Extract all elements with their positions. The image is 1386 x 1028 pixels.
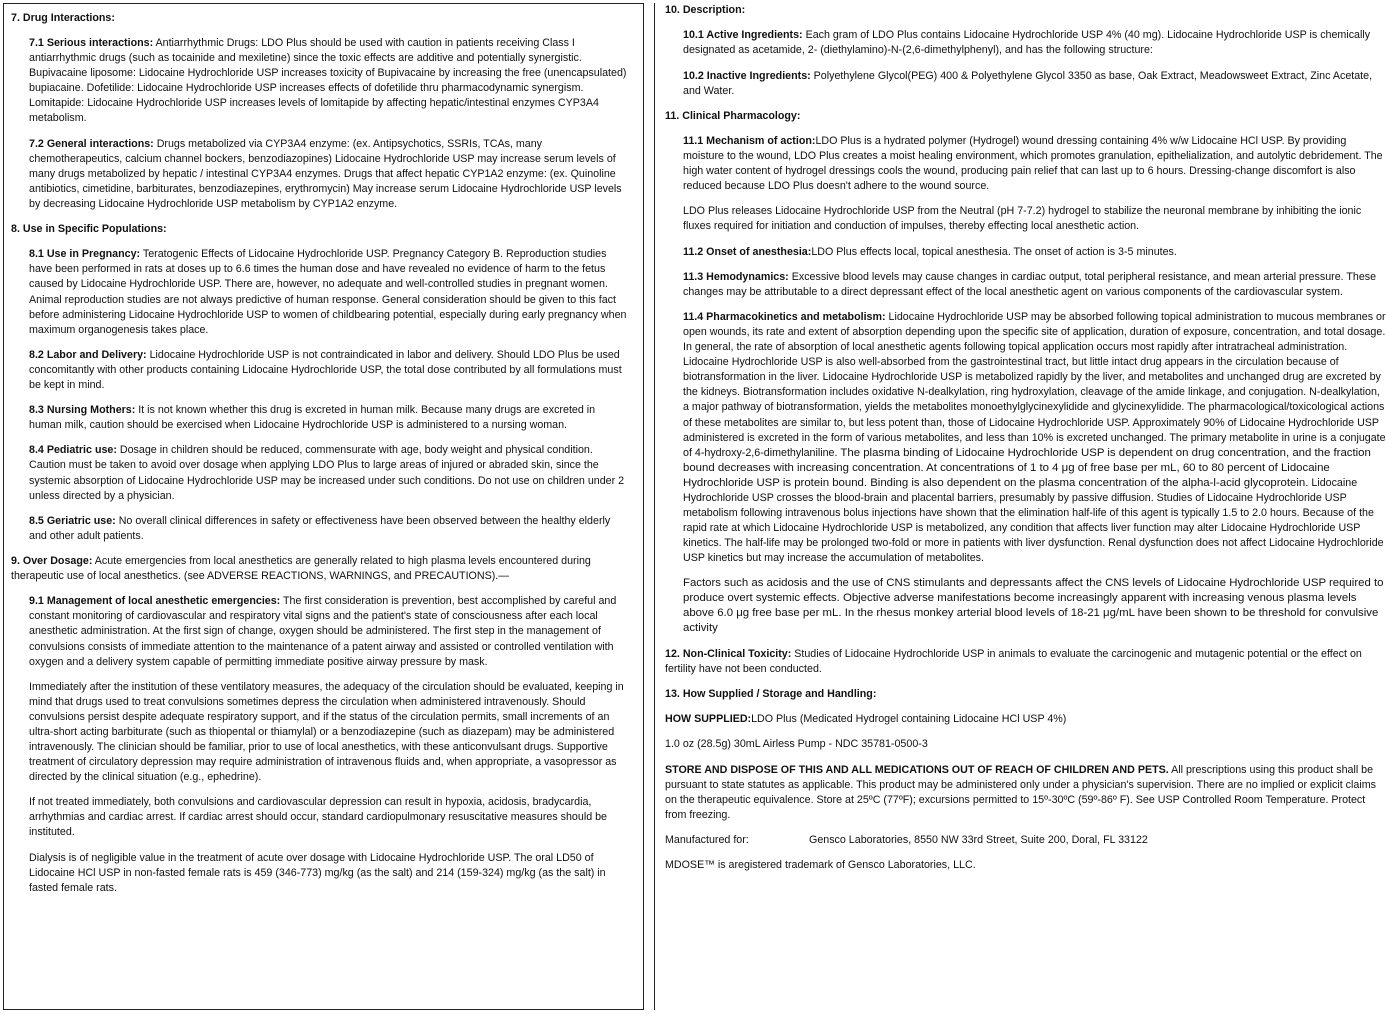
- section-11-1-paragraph-2: LDO Plus releases Lidocaine Hydrochloride USP from the Neutral (pH 7-7.2) hydrogel to stabilize the neuronal membrane by inhibiting the ionic fluxes required for initiation and conduction of impulses, thereby effecting local anesthetic action.: [683, 205, 1362, 233]
- section-8-1: 8.1 Use in Pregnancy: Teratogenic Effects of Lidocaine Hydrochloride USP. Pregnancy Category B. Reproduction studies have been performed in rats at doses up to 6.6 times the human dose and have revealed no evidence of harm to the fetus caused by Lidocaine Hydrochloride USP. There are, however, no adequate and well-controlled studies in pregnant women. Animal reproduction studies are not always predictive of human response. General consideration should be given to this fact before administering Lidocaine Hydrochloride USP to women of childbearing potential, especially during early pregnancy when maximum organogenesis takes place.: [29, 248, 627, 336]
- section-8-4: 8.4 Pediatric use: Dosage in children should be reduced, commensurate with age, body weight and physical condition. Caution must be taken to avoid over dosage when applying LDO Plus to large areas of injured or abraded skin, since the systemic absorption of Lidocaine Hydrochloride USP may be increased under such conditions. Do not use on children under 2 unless directed by a physician.: [29, 444, 625, 502]
- trademark-note: MDOSE™ is aregistered trademark of Gensco Laboratories, LLC.: [665, 859, 976, 872]
- section-8-heading: 8. Use in Specific Populations:: [11, 223, 167, 236]
- section-11-4-paragraph-2: Factors such as acidosis and the use of CNS stimulants and depressants affect the CNS levels of Lidocaine Hydrochloride USP required to produce overt systemic effects. Objective adverse manifestations become increasingly apparent with increasing venous plasma levels above 6.0 μg free base per mL. In the rhesus monkey arterial blood levels of 18-21 μg/mL have been shown to be threshold for convulsive activity: [683, 577, 1384, 635]
- left-column: [3, 3, 644, 1010]
- section-11-2: 11.2 Onset of anesthesia:LDO Plus effects local, topical anesthesia. The onset of action is 3-5 minutes.: [683, 245, 1177, 258]
- manufactured-for: Manufactured for: Gensco Laboratories, 8550 NW 33rd Street, Suite 200, Doral, FL 33122: [665, 833, 1148, 846]
- section-7-2: 7.2 General interactions: Drugs metabolized via CYP3A4 enzyme: (ex. Antipsychotics, SSRIs, TCAs, many chemotherapeutics, calcium channel bockers, benzodiazopines) Lidocaine Hydrochloride USP may increase serum levels of many drugs metabolized by hepatic / intestinal CYP3A4 enzymes. Drugs that affect hepatic CYP1A2 enzyme: (ex. Quinoline antibiotics, cimetidine, barbiturates, benzodiazepines, erythromycin) May increase serum Lidocaine Hydrochloride USP levels by decreasing Lidocaine Hydrochloride USP metabolism by CYP1A2 enzyme.: [29, 137, 622, 210]
- section-10-1: 10.1 Active Ingredients: Each gram of LDO Plus contains Lidocaine Hydrochloride USP 4% (40 mg). Lidocaine Hydrochloride USP is chemically designated as acetamide, 2- (diethylamino)-N-(2,6-dimethylphenyl), and has the following structure:: [683, 29, 1371, 57]
- section-10-2: 10.2 Inactive Ingredients: Polyethylene Glycol(PEG) 400 & Polyethylene Glycol 3350 as base, Oak Extract, Meadowsweet Extract, Zinc Acetate, and Water.: [683, 69, 1373, 97]
- section-10-heading: 10. Description:: [665, 4, 746, 16]
- section-8-3: 8.3 Nursing Mothers: It is not known whether this drug is excreted in human milk. Because many drugs are excreted in human milk, caution should be exercised when Lidocaine Hydrochloride USP is administered to a nursing woman.: [29, 404, 596, 432]
- section-9-1-paragraph-4: Dialysis is of negligible value in the treatment of acute over dosage with Lidocaine Hydrochloride USP. The oral LD50 of Lidocaine HCl USP in non-fasted female rats is 459 (346-773) mg/kg (as the salt) and 214 (159-324) mg/kg (as the salt) in fasted female rats.: [29, 851, 606, 894]
- section-7-1: 7.1 Serious interactions: Antiarrhythmic Drugs: LDO Plus should be used with caution in patients receiving Class I antiarrhythmic drugs (such as tocainide and mexiletine) since the toxic effects are additive and potentially synergistic. Bupivacaine liposome: Lidocaine Hydrochloride USP increases toxicity of Bupivacaine by increasing the free (unencapsulated) bupiacaine. Dofetilide: Lidocaine Hydrochloride USP increases effects of dofetilide thru pharmacodynamic synergism. Lomitapide: Lidocaine Hydrochloride USP increases levels of lomitapide by affecting hepatic/intestinal enzymes CYP3A4 metabolism.: [29, 37, 627, 125]
- section-9: 9. Over Dosage: Acute emergencies from local anesthetics are generally related to high plasma levels encountered during therapeutic use of local anesthetics. (see ADVERSE REACTIONS, WARNINGS, and PRECAUTIONS).—: [11, 555, 591, 583]
- storage-info: STORE AND DISPOSE OF THIS AND ALL MEDICATIONS OUT OF REACH OF CHILDREN AND PETS. All prescriptions using this product shall be pursuant to state statutes as applicable. This product may be administered only under a physician's supervision. There are no implied or explicit claims on the therapeutic equivalence. Store at 25ºC (77ºF); excursions permitted to 15º-30ºC (59º-86º F). See USP Controlled Room Temperature. Protect from freezing.: [665, 763, 1376, 821]
- section-11-3: 11.3 Hemodynamics: Excessive blood levels may cause changes in cardiac output, total peripheral resistance, and mean arterial pressure. These changes may be attributable to a direct depressant effect of the local anesthetic agent on various components of the cardiovascular system.: [683, 270, 1377, 298]
- section-13-heading: 13. How Supplied / Storage and Handling:: [665, 687, 877, 700]
- section-9-1-paragraph-3: If not treated immediately, both convulsions and cardiovascular depression can result in hypoxia, acidosis, bradycardia, arrhythmias and cardiac arrest. If cardiac arrest should occur, standard cardiopulmonary resuscitative measures should be instituted.: [29, 796, 607, 839]
- section-9-1: 9.1 Management of local anesthetic emergencies: The first consideration is prevention, best accomplished by careful and constant monitoring of cardiovascular and respiratory vital signs and the patient's state of consciousness after each local anesthetic administration. At the first sign of change, oxygen should be administered. The first step in the management of convulsions consists of immediate attention to the maintenance of a patent airway and assisted or controlled ventilation with oxygen and a delivery system capable of permitting immediate positive airway pressure by mask.: [29, 595, 617, 668]
- section-9-1-paragraph-2: Immediately after the institution of these ventilatory measures, the adequacy of the circulation should be evaluated, keeping in mind that drugs used to treat convulsions sometimes depress the circulation when administered intravenously. Should convulsions persist despite adequate respiratory support, and if the status of the circulation permits, small increments of an ultra-short acting barbiturate (such as thiopental or thiamylal) or a benzodiazepine (such as diazepam) may be administered intravenously. The clinician should be familiar, prior to use of local anesthetics, with these anticonvulsant drugs. Supportive treatment of circulatory depression may require administration of intravenous fluids and, when appropriate, a vasopressor as directed by the clinical situation (e.g., ephedrine).: [29, 680, 624, 784]
- section-7-heading: 7. Drug Interactions:: [11, 12, 115, 24]
- section-11-heading: 11. Clinical Pharmacology:: [665, 109, 801, 122]
- section-12: 12. Non-Clinical Toxicity: Studies of Lidocaine Hydrochloride USP in animals to evaluate the carcinogenic and mutagenic potential or the effect on fertility have not been conducted.: [665, 647, 1362, 675]
- right-column: [654, 3, 1386, 1010]
- section-11-1: 11.1 Mechanism of action:LDO Plus is a hydrated polymer (Hydrogel) wound dressing containing 4% w/w Lidocaine HCl USP. By providing moisture to the wound, LDO Plus creates a moist healing environment, which promotes granulation, epithelialization, and autolytic debridement. The high water content of hydrogel dressings cools the wound, producing pain relief that can last up to 6 hours. Dressing-change discomfort is also reduced because LDO Plus doesn't adhere to the wound source.: [683, 135, 1383, 193]
- package-info: 1.0 oz (28.5g) 30mL Airless Pump - NDC 35781-0500-3: [665, 738, 928, 751]
- how-supplied: HOW SUPPLIED:LDO Plus (Medicated Hydrogel containing Lidocaine HCl USP 4%): [665, 713, 1067, 726]
- section-8-5: 8.5 Geriatric use: No overall clinical differences in safety or effectiveness have been observed between the healthy elderly and other adult patients.: [29, 514, 611, 542]
- section-11-4: 11.4 Pharmacokinetics and metabolism: Lidocaine Hydrochloride USP may be absorbed following topical administration to mucous membranes or open wounds, its rate and extent of absorption depending upon the specific site of application, duration of exposure, concentration, and total dosage. In general, the rate of absorption of local anesthetic agents following topical application occurs most rapidly after intratracheal administration. Lidocaine Hydrochloride USP is also well-absorbed from the gastrointestinal tract, but little intact drug appears in the circulation because of biotransformation in the liver. Lidocaine Hydrochloride USP is metabolized rapidly by the liver, and metabolites and unchanged drug are excreted by the kidneys. Biotransformation includes oxidative N-dealkylation, ring hydroxylation, cleavage of the amide linkage, and conjugation. N-dealkylation, a major pathway of biotransformation, yields the metabolites monoethylglycinexylidide and glycinexylidide. The pharmacological/toxicological actions of these metabolites are similar to, but less potent than, those of Lidocaine Hydrochloride USP. Approximately 90% of Lidocaine Hydrochloride USP administered is excreted in the form of various metabolites, and less than 10% is excreted unchanged. The primary metabolite in urine is a conjugate of 4-hydroxy-2,6-dimethylaniline. The plasma binding of Lidocaine Hydrochloride USP is dependent on drug concentration, and the fraction bound decreases with increasing concentration. At concentrations of 1 to 4 μg of free base per mL, 60 to 80 percent of Lidocaine Hydrochloride USP is protein bound. Binding is also dependent on the plasma concentration of the alpha-l-acid glycoprotein. Lidocaine Hydrochloride USP crosses the blood-brain and placental barriers, presumably by passive diffusion. Studies of Lidocaine Hydrochloride USP metabolism following intravenous bolus injections have shown that the elimination half-life of this agent is typically 1.5 to 2.0 hours. Because of the rapid rate at which Lidocaine Hydrochloride USP is metabolized, any condition that affects liver function may alter Lidocaine Hydrochloride USP kinetics. The half-life may be prolonged two-fold or more in patients with liver dysfunction. Renal dysfunction does not affect Lidocaine Hydrochloride USP kinetics but may increase the accumulation of metabolites.: [683, 311, 1386, 564]
- section-8-2: 8.2 Labor and Delivery: Lidocaine Hydrochloride USP is not contraindicated in labor and delivery. Should LDO Plus be used concomitantly with other products containing Lidocaine Hydrochloride USP, the total dose contributed by all formulations must be kept in mind.: [29, 348, 622, 391]
